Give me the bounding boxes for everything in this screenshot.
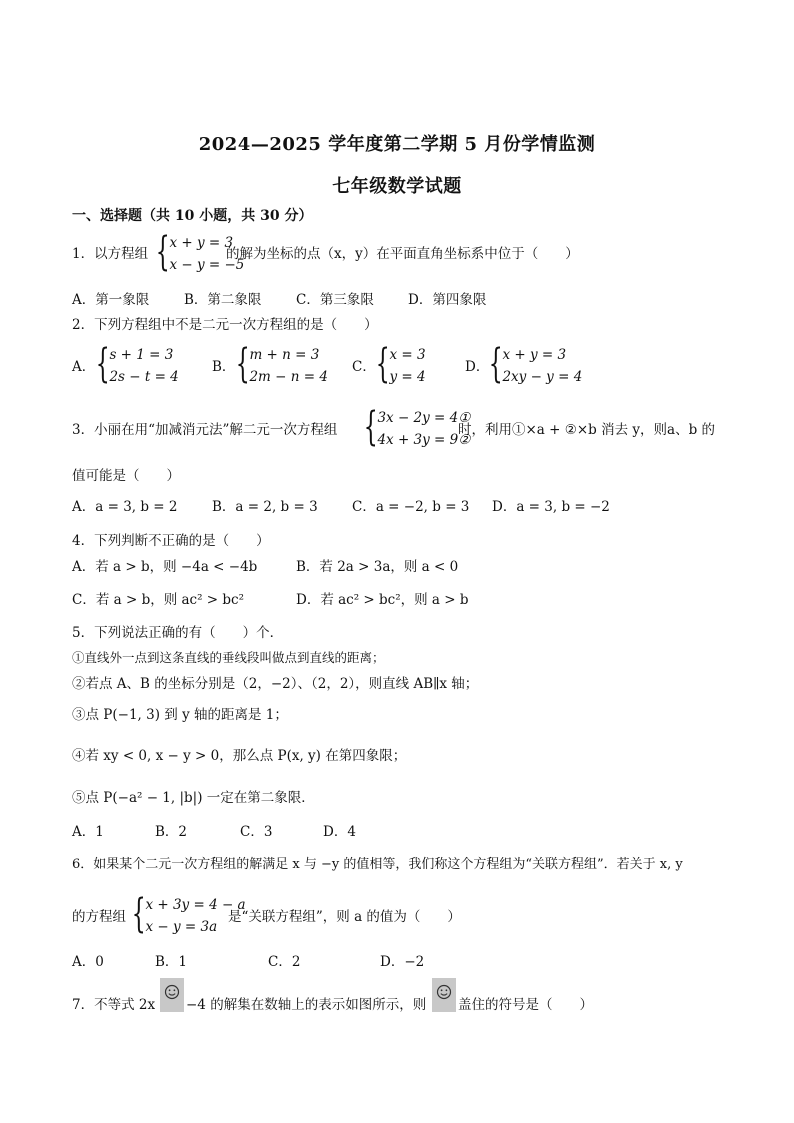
brace-glyph: { bbox=[235, 341, 250, 387]
q1-option-c: C．第三象限 bbox=[296, 292, 374, 308]
q5-option-d: D．4 bbox=[323, 824, 356, 840]
brace-glyph: { bbox=[488, 341, 503, 387]
q5-item-1: ①直线外一点到这条直线的垂线段叫做点到直线的距离； bbox=[72, 650, 385, 665]
q3-option-a: A．a = 3, b = 2 bbox=[72, 499, 178, 515]
q7-part1: 7．不等式 2x bbox=[72, 997, 156, 1013]
q4-stem: 4．下列判断不正确的是（ ） bbox=[72, 533, 270, 549]
q3-prefix: 3．小丽在用“加减消元法”解二元一次方程组 bbox=[72, 422, 338, 438]
smiley-icon bbox=[432, 978, 456, 1012]
brace-glyph: { bbox=[155, 229, 170, 275]
q2-b-eq1: m + n = 3 bbox=[249, 347, 320, 363]
q6-option-b: B．1 bbox=[155, 954, 188, 970]
q3-line2: 值可能是（ ） bbox=[72, 468, 180, 484]
q2-label-b: B． bbox=[212, 359, 236, 375]
q2-b-eq2: 2m − n = 4 bbox=[249, 369, 328, 385]
brace-glyph: { bbox=[131, 891, 146, 937]
q1-prefix: 1．以方程组 bbox=[72, 246, 149, 262]
q2-d-eq2: 2xy − y = 4 bbox=[502, 369, 583, 385]
q1-eq1: x + y = 3 bbox=[169, 235, 234, 251]
q3-option-c: C．a = −2, b = 3 bbox=[352, 499, 470, 515]
q2-d-eq1: x + y = 3 bbox=[502, 347, 567, 363]
q6-option-c: C．2 bbox=[268, 954, 301, 970]
q2-a-eq1: s + 1 = 3 bbox=[109, 347, 174, 363]
exam-subtitle: 七年级数学试题 bbox=[332, 176, 462, 197]
q1-eq2: x − y = −5 bbox=[169, 257, 245, 273]
q4-option-b: B．若 2a > 3a，则 a < 0 bbox=[296, 559, 459, 575]
q2-system-a bbox=[90, 341, 179, 388]
q6-option-a: A．0 bbox=[72, 954, 104, 970]
q1-option-a: A．第一象限 bbox=[72, 292, 150, 308]
q2-label-d: D． bbox=[465, 359, 490, 375]
brace-glyph: { bbox=[363, 404, 378, 450]
q5-item-5: ⑤点 P(−a² − 1, |b|) 一定在第二象限． bbox=[72, 790, 315, 806]
q6-prefix: 的方程组 bbox=[72, 909, 126, 925]
q5-option-a: A．1 bbox=[72, 824, 104, 840]
q5-option-c: C．3 bbox=[240, 824, 273, 840]
q5-stem: 5．下列说法正确的有（ ）个． bbox=[72, 625, 284, 641]
q3-option-b: B．a = 2, b = 3 bbox=[212, 499, 318, 515]
q2-label-c: C． bbox=[352, 359, 376, 375]
q5-option-b: B．2 bbox=[155, 824, 188, 840]
q5-item-2: ②若点 A、B 的坐标分别是（2，−2）、（2，2），则直线 AB∥x 轴； bbox=[72, 676, 479, 692]
q2-stem: 2．下列方程组中不是二元一次方程组的是（ ） bbox=[72, 317, 378, 333]
brace-glyph: { bbox=[375, 341, 390, 387]
brace-glyph: { bbox=[95, 341, 110, 387]
q6-eq2: x − y = 3a bbox=[145, 919, 218, 935]
q1-suffix: 的解为坐标的点（x，y）在平面直角坐标系中位于（ ） bbox=[226, 246, 579, 262]
smiley-face-icon bbox=[436, 984, 452, 1000]
q2-c-eq2: y = 4 bbox=[389, 369, 426, 385]
q7-part2: −4 的解集在数轴上的表示如图所示，则 bbox=[186, 997, 427, 1013]
q6-line1: 6．如果某个二元一次方程组的解满足 x 与 −y 的值相等，我们称这个方程组为“关联方程组”．若关于 x, y bbox=[72, 857, 683, 872]
q2-system-b bbox=[230, 341, 328, 388]
q2-a-eq2: 2s − t = 4 bbox=[109, 369, 179, 385]
q6-eq1: x + 3y = 4 − a bbox=[145, 897, 246, 913]
q3-suffix: 时，利用①×a + ②×b 消去 y，则a、b 的 bbox=[458, 422, 716, 438]
smiley-face-icon bbox=[164, 984, 180, 1000]
q3-eq1: 3x − 2y = 4① bbox=[377, 410, 471, 426]
q4-option-d: D．若 ac² > bc²，则 a > b bbox=[296, 592, 469, 608]
exam-title: 2024—2025 学年度第二学期 5 月份学情监测 bbox=[198, 134, 596, 155]
q6-option-d: D．−2 bbox=[380, 954, 425, 970]
q2-c-eq1: x = 3 bbox=[389, 347, 426, 363]
q5-item-4: ④若 xy < 0, x − y > 0，那么点 P(x, y) 在第四象限； bbox=[72, 748, 407, 764]
q1-option-b: B．第二象限 bbox=[184, 292, 262, 308]
q5-item-3: ③点 P(−1, 3) 到 y 轴的距离是 1； bbox=[72, 707, 288, 723]
section-heading: 一、选择题（共 10 小题，共 30 分） bbox=[72, 208, 313, 224]
q1-option-d: D．第四象限 bbox=[408, 292, 487, 308]
q3-eq2: 4x + 3y = 9② bbox=[377, 432, 471, 448]
smiley-icon bbox=[160, 978, 184, 1012]
q2-system-c bbox=[370, 341, 426, 388]
q3-option-d: D．a = 3, b = −2 bbox=[492, 499, 610, 515]
q2-label-a: A． bbox=[72, 359, 96, 375]
q4-option-a: A．若 a > b，则 −4a < −4b bbox=[72, 559, 258, 575]
q4-option-c: C．若 a > b，则 ac² > bc² bbox=[72, 592, 245, 608]
q3-system bbox=[358, 404, 471, 451]
q7-part3: 盖住的符号是（ ） bbox=[458, 997, 593, 1013]
q2-system-d bbox=[483, 341, 583, 388]
q6-suffix: 是“关联方程组”，则 a 的值为（ ） bbox=[228, 909, 461, 925]
